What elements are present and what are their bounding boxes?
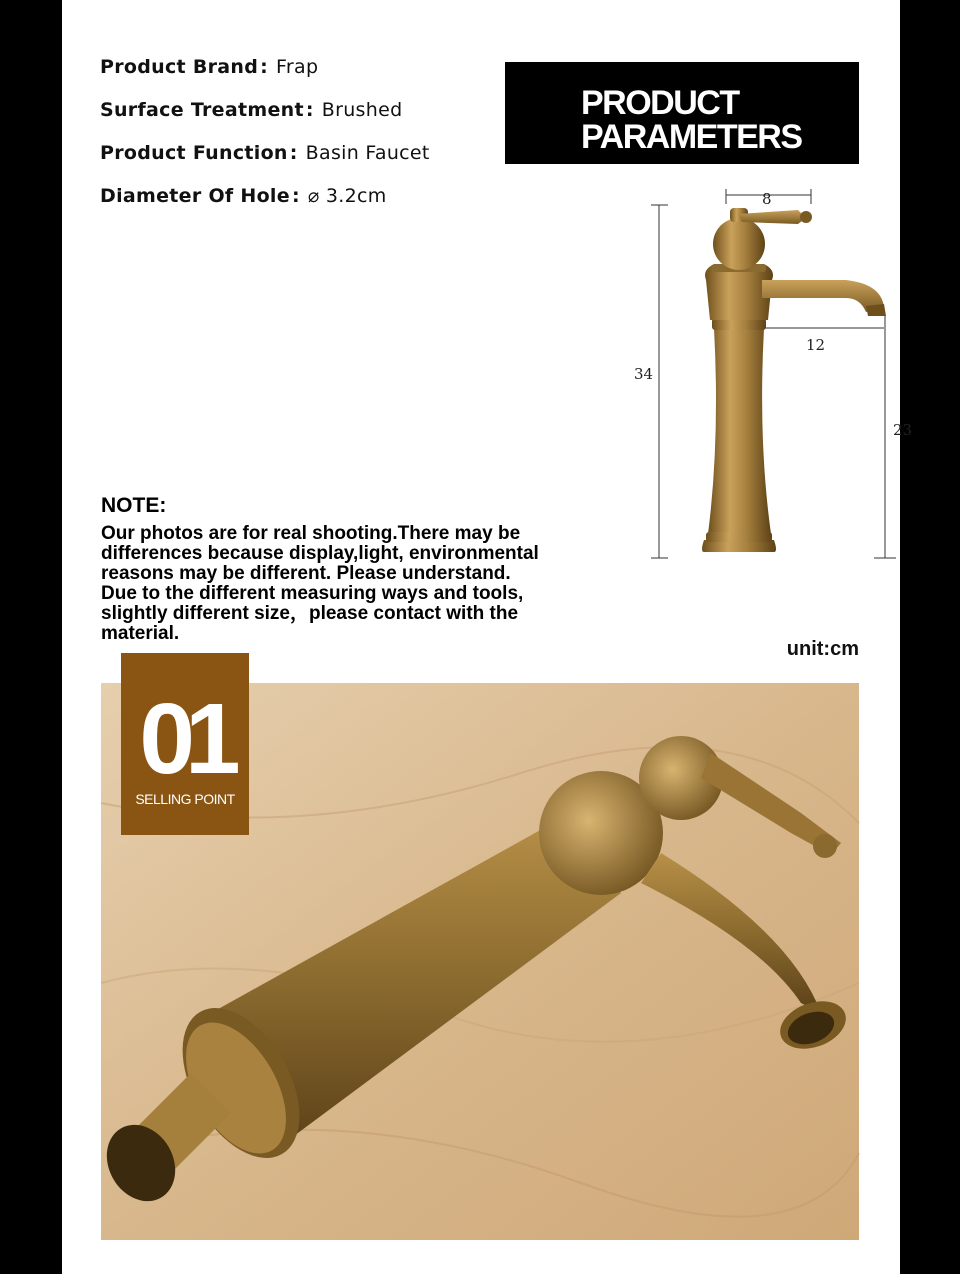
spec-separator: :	[260, 56, 269, 78]
spec-separator: :	[305, 99, 314, 121]
spec-row-hole	[100, 185, 500, 228]
note-section	[101, 494, 581, 644]
spec-label: Surface Treatment	[100, 99, 304, 121]
spec-value: ⌀ 3.2cm	[307, 185, 387, 207]
selling-point-badge	[121, 653, 249, 835]
note-line: differences because display,light, environmental	[101, 543, 539, 564]
spec-label: Diameter Of Hole	[100, 185, 290, 207]
faucet-drawing	[702, 208, 886, 552]
spec-label: Product Brand	[100, 56, 259, 78]
spec-value: Basin Faucet	[305, 142, 430, 164]
header-line-1: PRODUCT	[581, 84, 739, 122]
badge-number: 01	[139, 683, 231, 795]
product-detail-page	[62, 0, 913, 1274]
note-line: slightly different size，please contact with the	[101, 603, 519, 624]
badge-label: SELLING POINT	[135, 791, 235, 807]
unit-label: unit:cm	[786, 638, 859, 660]
faucet-dimension-diagram	[562, 180, 913, 575]
spec-value: Frap	[276, 56, 319, 78]
spec-list	[100, 56, 500, 228]
spec-separator: :	[289, 142, 298, 164]
note-line: material.	[101, 623, 180, 644]
dim-label-spout-height: 23	[893, 421, 913, 439]
note-body	[101, 524, 581, 644]
spec-value: Brushed	[321, 99, 403, 121]
spec-row-surface	[100, 99, 500, 142]
dim-label-top: 8	[762, 190, 772, 208]
dimension-lines	[651, 189, 896, 558]
spec-row-brand	[100, 56, 500, 99]
note-line: Due to the different measuring ways and tools,	[101, 583, 524, 604]
spec-label: Product Function	[100, 142, 288, 164]
spec-row-function	[100, 142, 500, 185]
note-line: reasons may be different. Please understand.	[101, 563, 511, 584]
note-line: Our photos are for real shooting.There may be	[101, 523, 521, 544]
header-line-2: PARAMETERS	[581, 118, 802, 156]
spec-separator: :	[291, 185, 300, 207]
note-title: NOTE:	[101, 494, 167, 517]
product-parameters-header	[505, 62, 859, 164]
dim-label-height: 34	[634, 365, 654, 383]
dim-label-spout: 12	[806, 336, 826, 354]
